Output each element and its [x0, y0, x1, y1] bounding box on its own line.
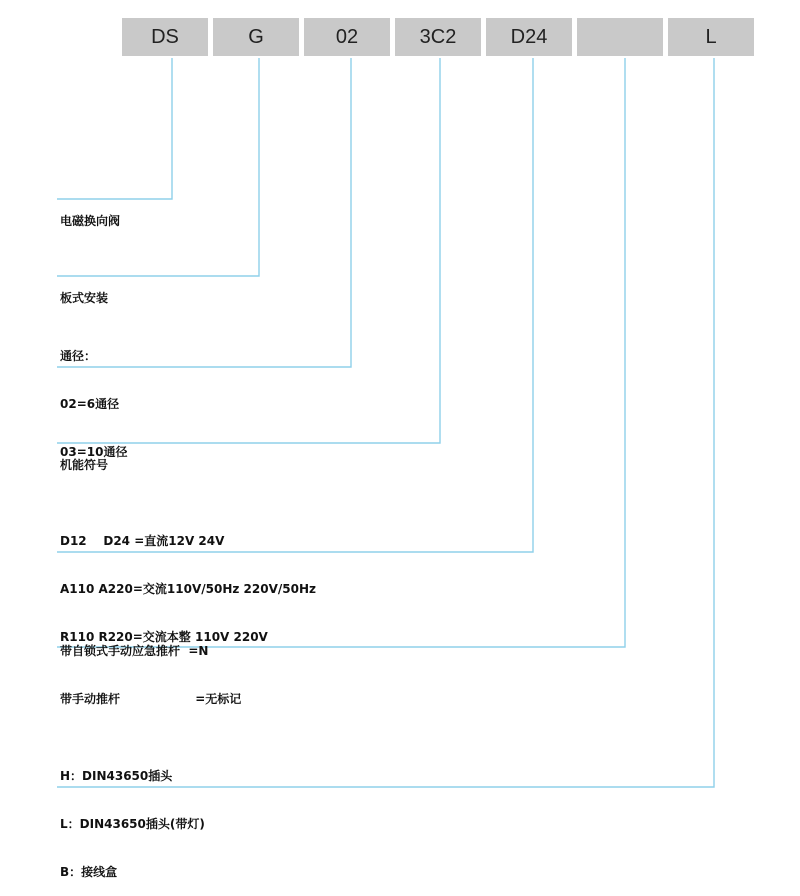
description-line: 03=10通径 [60, 445, 128, 459]
description-manual-override [60, 611, 241, 723]
description-line: H：DIN43650插头 [60, 769, 173, 783]
description-line: 带手动推杆 =无标记 [60, 692, 242, 706]
code-segment-size: 02 [304, 18, 390, 56]
description-line: 通径： [60, 349, 97, 363]
description-line: A110 A220=交流110V/50Hz 220V/50Hz [60, 582, 316, 596]
description-connector [60, 736, 205, 896]
description-function [60, 425, 108, 489]
description-mounting [60, 258, 108, 322]
code-segment-voltage: D24 [486, 18, 572, 56]
leader-line-voltage [57, 58, 533, 552]
description-line: 带自锁式手动应急推杆 =N [60, 644, 209, 658]
description-line: B：接线盒 [60, 865, 118, 879]
leader-line-series [57, 58, 172, 199]
description-line: 02=6通径 [60, 397, 120, 411]
code-segment-function: 3C2 [395, 18, 481, 56]
description-line: L：DIN43650插头(带灯) [60, 817, 205, 831]
description-series [60, 181, 120, 245]
code-segment-series: DS [122, 18, 208, 56]
description-line: 机能符号 [60, 458, 109, 472]
code-segment-mounting: G [213, 18, 299, 56]
description-line: R110 R220=交流本整 110V 220V [60, 630, 268, 644]
description-line: D12 D24 =直流12V 24V [60, 534, 225, 548]
description-line: 板式安装 [60, 291, 109, 305]
description-line: 电磁换向阀 [60, 214, 121, 228]
code-segment-connector: L [668, 18, 754, 56]
